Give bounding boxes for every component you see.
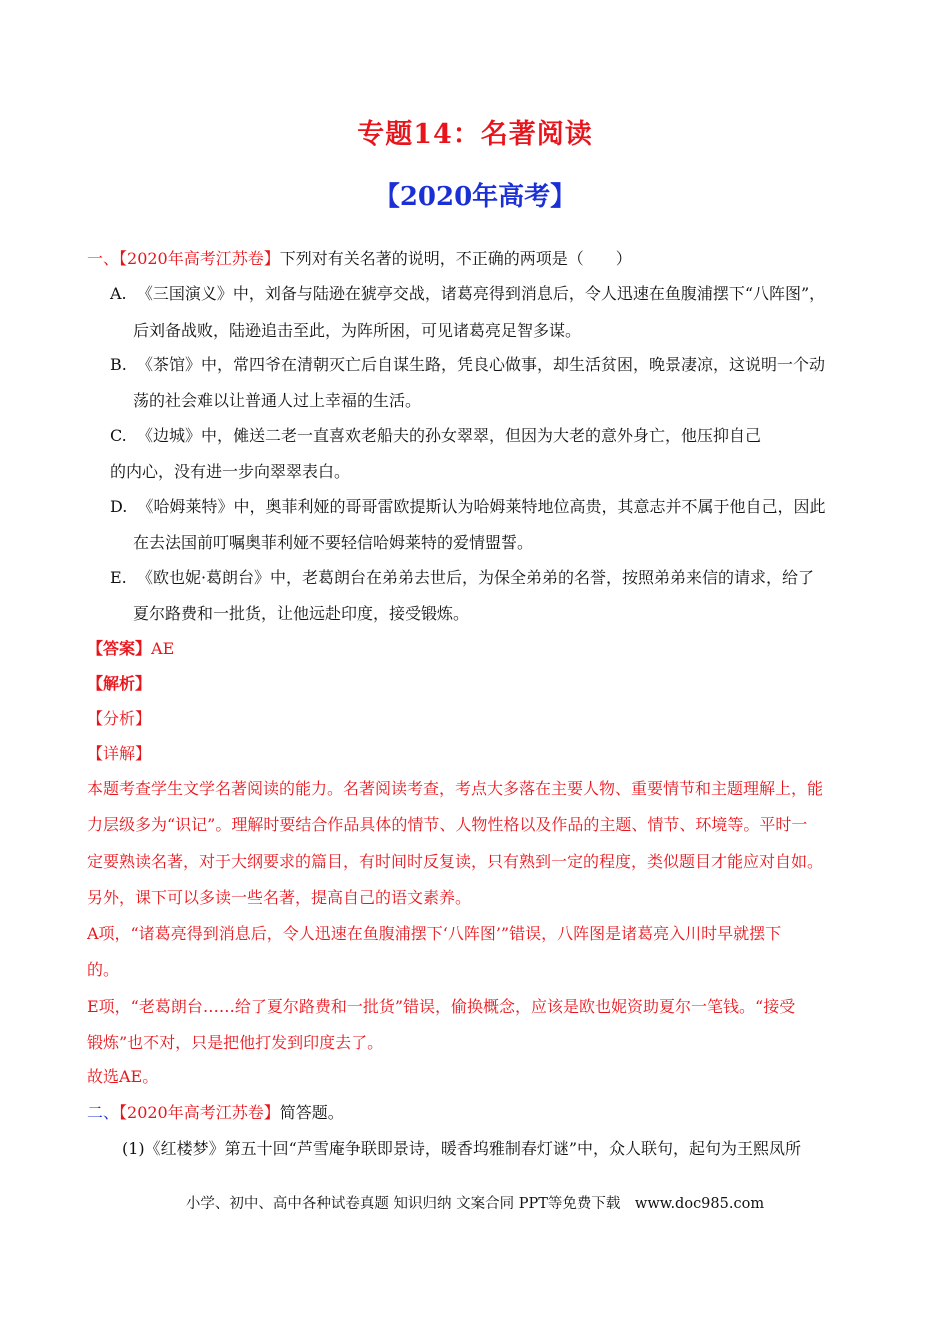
option-c-line1 [110, 423, 761, 446]
option-letter: D. [110, 497, 128, 516]
option-text: 《哈姆莱特》中，奥菲利娅的哥哥雷欧提斯认为哈姆莱特地位高贵，其意志并不属于他自己，因此 [137, 497, 826, 516]
option-e-line2: 夏尔路费和一批货，让他远赴印度，接受锻炼。 [133, 604, 470, 623]
explanation-line: 定要熟读名著，对于大纲要求的篇目，有时间时反复读，只有熟到一定的程度，类似题目才能应对自如。 [87, 852, 824, 871]
question-source: 【2020年高考江苏卷】 [119, 249, 280, 268]
analysis-label: 【解析】 [87, 674, 152, 693]
answer-value: AE [151, 639, 175, 658]
option-c-line2: 的内心，没有进一步向翠翠表白。 [110, 462, 351, 481]
option-text: 《茶馆》中，常四爷在清朝灭亡后自谋生路，凭良心做事，却生活贫困，晚景凄凉，这说明一个动 [137, 355, 826, 374]
section-heading: 【2020年高考】 [373, 182, 577, 212]
fenxi-label: 【分析】 [87, 709, 152, 728]
conclusion-line: 故选AE。 [87, 1067, 159, 1086]
subquestion-1: (1)《红楼梦》第五十回“芦雪庵争联即景诗，暖香坞雅制春灯谜”中，众人联句，起句为王熙凤所 [122, 1139, 802, 1158]
question-source: 【2020年高考江苏卷】 [119, 1103, 280, 1122]
option-d-line2: 在去法国前叮嘱奥菲利娅不要轻信哈姆莱特的爱情盟誓。 [133, 533, 534, 552]
explanation-line: E项，“老葛朗台……给了夏尔路费和一批货”错误，偷换概念，应该是欧也妮资助夏尔一笔钱。“接受 [87, 997, 796, 1016]
option-d-line1 [110, 494, 826, 517]
explanation-line: A项，“诸葛亮得到消息后，令人迅速在鱼腹浦摆下‘八阵图’”错误，八阵图是诸葛亮入川时早就摆下 [87, 924, 782, 943]
explanation-line: 锻炼”也不对，只是把他打发到印度去了。 [87, 1033, 384, 1052]
question-number: 二、 [87, 1103, 120, 1122]
explanation-line: 另外，课下可以多读一些名著，提高自己的语文素养。 [87, 888, 472, 907]
option-text: 《三国演义》中，刘备与陆逊在猇亭交战，诸葛亮得到消息后，令人迅速在鱼腹浦摆下“八阵图”， [136, 284, 826, 303]
option-text: 《欧也妮·葛朗台》中，老葛朗台在弟弟去世后，为保全弟弟的名誉，按照弟弟来信的请求，给了 [136, 568, 815, 587]
page-footer: 小学、初中、高中各种试卷真题 知识归纳 文案合同 PPT等免费下载 www.doc985.com [185, 1196, 765, 1212]
explanation-line: 力层级多为“识记”。理解时要结合作品具体的情节、人物性格以及作品的主题、情节、环境等。平时一 [87, 815, 808, 834]
explanation-line: 本题考查学生文学名著阅读的能力。名著阅读考查，考点大多落在主要人物、重要情节和主题理解上，能 [87, 779, 824, 798]
option-a-line1 [110, 281, 825, 304]
explanation-line: 的。 [87, 960, 120, 979]
answer-line [87, 636, 174, 659]
option-b-line2: 荡的社会难以让普通人过上幸福的生活。 [133, 391, 422, 410]
option-text: 《边城》中，傩送二老一直喜欢老船夫的孙女翠翠，但因为大老的意外身亡，他压抑自己 [136, 426, 761, 445]
question-stem: 下列对有关名著的说明，不正确的两项是（ ） [279, 249, 632, 268]
xiangjie-label: 【详解】 [87, 744, 152, 763]
option-letter: A. [110, 284, 127, 303]
question-2-header [87, 1100, 344, 1123]
question-number: 一、 [87, 249, 120, 268]
option-letter: C. [110, 426, 127, 445]
option-b-line1 [110, 352, 825, 375]
question-stem: 简答题。 [279, 1103, 344, 1122]
answer-label: 【答案】 [87, 639, 152, 658]
option-letter: B. [110, 355, 127, 374]
option-a-line2: 后刘备战败，陆逊追击至此，为阵所困，可见诸葛亮足智多谋。 [133, 321, 582, 340]
option-e-line1 [110, 565, 814, 588]
page-title: 专题14：名著阅读 [357, 119, 593, 150]
question-1-header [87, 246, 632, 269]
option-letter: E. [110, 568, 127, 587]
